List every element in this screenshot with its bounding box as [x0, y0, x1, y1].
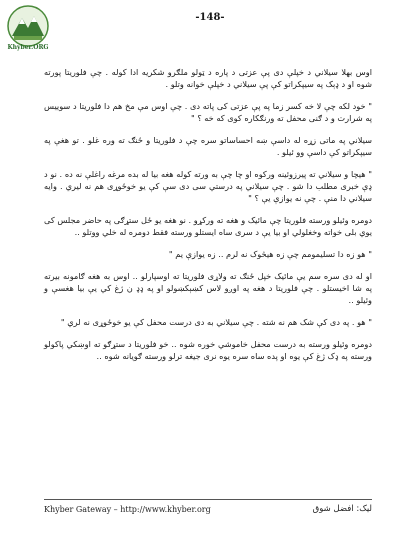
footer-site: Khyber Gateway – http://www.khyber.org — [44, 505, 211, 514]
footer-divider — [44, 499, 372, 500]
footer-author: ليک: افضل شوق — [312, 504, 372, 514]
logo-text: Khyber.ORG — [7, 44, 49, 51]
paragraph: اوس بهلا سيلاني د خپلې دی پې عزتی د پاره د ټولو ملګرو شکريه ادا کوله . چې فلوريتا پورته شوه او د ډېک په سيپکراتو کې پې سيلاني د خپلې خوانه وتلو . — [44, 67, 372, 89]
document-body — [44, 66, 372, 372]
paragraph: " خود لکه چې لا خه کسر زما په پې عزتی کی پاته دی . چې اوس مې مخ هم دا فلوريتا د سوييس په شرارت و د ګنی محفل ته ورنګکاره کوی که خه ؟ " — [44, 101, 372, 123]
paragraph: " هو زه دا تسليمومم چې زه هيڅوک نه لرم .. زه يوازې يم " — [168, 249, 372, 259]
paragraph: دومره وئيلو ورسته به درست محفل خاموشي خوره شوه .. خو فلوريتا د ستړګو ته اوښکي پاکولو ورسته په ډک ژغ کې يوه او پده ساه سره يوه نری جيغه ترلو ورسته ګويانه شوه .. — [44, 339, 372, 361]
paragraph: " هو . په دی کې شک هم نه شته . چې سيلاني به دی درست محفل کې يو خوځوړی نه لري " — [60, 317, 372, 327]
paragraph: سيلاني په ماتی زړه له داسې ښه احساساتو سره چې د فلوريتا و ځنګ ته وره غلو . تو هغې په سيپکراتو کې داسې وو ئيلو . — [44, 135, 372, 157]
page-number: -148- — [195, 12, 225, 23]
paragraph: دومره وئيلو ورسته فلوريتا چې مائيک و هغه ته ورکړو . نو هغه يو ځل ستړګی په حاضر مجلس کی يوي بلی خواته وخغلولي او بيا يې د سری ساه ايستلو ورسته فقط دومره له خلي ووتلو .. — [44, 215, 372, 237]
paragraph: " هيچا و سيلاني ته پيرزوئينه ورکوه او چا چې به ورته کوله هغه بيا له بده مرغه راغلې نه ده . نو د ډې خبری مطلب دا شو . چې سيلاني په درستي سی دی سې کې يو خوځوړی هم نه ليري . وايه سيلاني دا منې . چې نه يوازې يې ؟ " — [44, 169, 372, 203]
mountain-logo-icon — [6, 4, 50, 48]
paragraph: او له دی سره سم يې مائيک خپل ځنګ ته ولاړی فلوريتا ته اوسپارلو .. اوس به هغه ګامونه بيرته په شا اخيستلو . چې فلوريتا د هغه په اوږو لاس کښېکښولو او په ډډ ن ژغ کي يې بيا هغسې و وئيلو .. — [44, 271, 372, 305]
